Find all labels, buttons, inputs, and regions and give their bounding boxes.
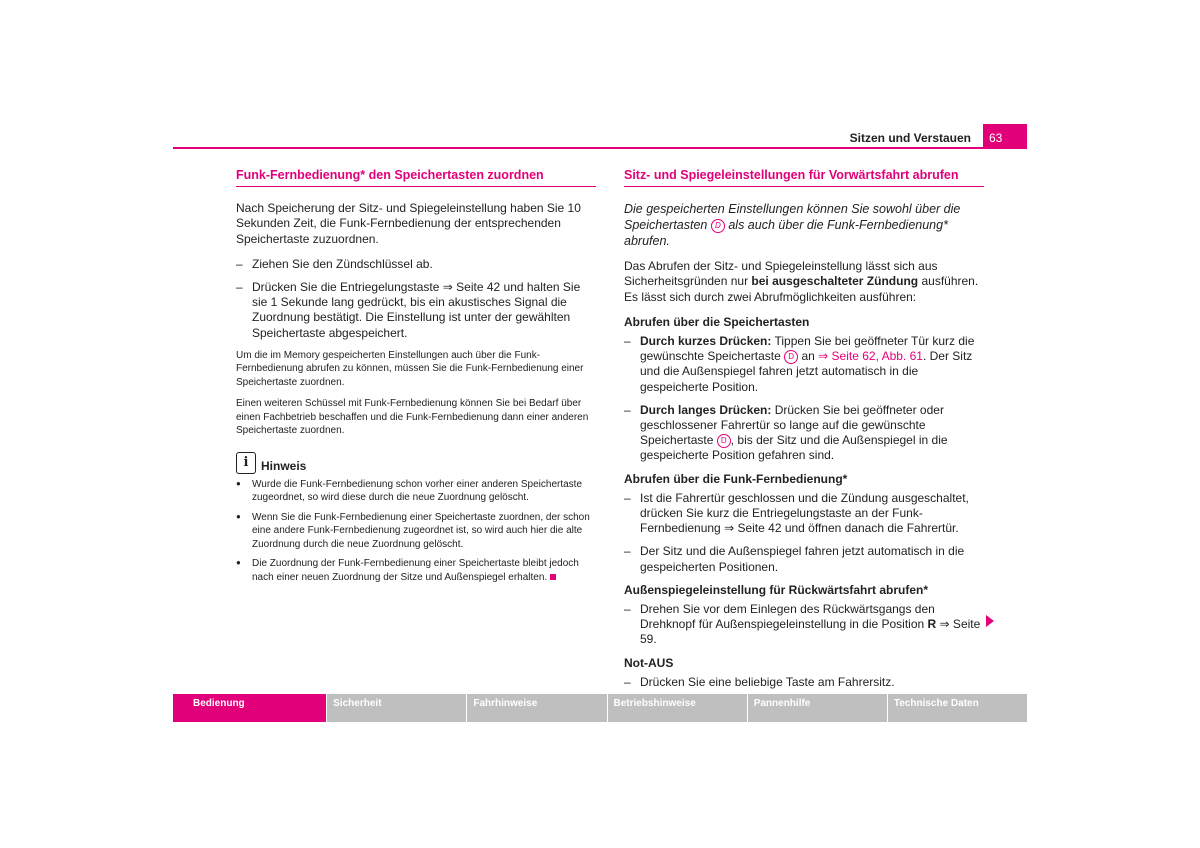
right-intro-a: Die gespeicherten Einstellungen können Sie sowohl über die Speichertasten [624, 202, 961, 233]
reverse-text-b: ⇒ Seite 59. [640, 617, 981, 647]
page-62-link[interactable]: ⇒ Seite 62, Abb. 61 [818, 349, 923, 364]
tab-sicherheit[interactable]: Sicherheit [327, 694, 466, 722]
short-press-text-a: Tippen Sie bei geöffneter Tür kurz die gewünschte Speichertaste [640, 334, 975, 364]
memory-button-d-icon: D [717, 434, 731, 448]
subhead-memory-keys: Abrufen über die Speichertasten [624, 314, 810, 329]
memory-button-d-icon: D [784, 350, 798, 364]
left-intro: Nach Speicherung der Sitz- und Spiegeleinstellung haben Sie 10 Sekunden Zeit, die Funk-Fernbedienung der entsprechenden Speichertaste zuzuordnen. [236, 201, 581, 246]
tab-bedienung[interactable]: Bedienung [173, 694, 326, 722]
reverse-mirror-step [624, 602, 984, 648]
left-step-2: – Drücken Sie die Entriegelungstaste ⇒ Seite 42 und halten Sie sie 1 Sekunde lang gedrückt, bis ein akustisches Signal die Zuordnung bestätigt. Die Einstellung ist unter der gewählten Speichertaste abgespeichert. [236, 280, 596, 341]
long-press-item [624, 403, 984, 464]
right-para-1 [624, 259, 984, 305]
right-para-1-bold: bei ausgeschalteter Zündung [751, 274, 919, 289]
note-bullet-1: ● Wurde die Funk-Fernbedienung schon vorher einer anderen Speichertaste zugeordnet, so wird diese durch die neue Zuordnung gelöscht. [236, 478, 596, 505]
tab-betriebshinweise[interactable]: Betriebshinweise [608, 694, 747, 722]
info-icon: i [236, 452, 256, 474]
remote-step-1: – Ist die Fahrertür geschlossen und die Zündung ausgeschaltet, drücken Sie kurz die Entriegelungstaste an der Funk-Fernbedienung ⇒ Seite 42 und öffnen danach die Fahrertür. [624, 491, 984, 537]
left-column [236, 168, 596, 590]
note-bullet-3 [236, 557, 596, 584]
next-page-arrow-icon[interactable] [986, 615, 994, 627]
note-bullet-3-text: Die Zuordnung der Funk-Fernbedienung einer Speichertaste bleibt jedoch nach einer neuen Zuordnung der Sitze und Außenspiegel erhalten. [252, 558, 579, 583]
chapter-title: Sitzen und Verstauen [849, 131, 971, 145]
subhead-remote: Abrufen über die Funk-Fernbedienung* [624, 471, 848, 486]
tab-technische-daten[interactable]: Technische Daten [888, 694, 1027, 722]
note-header [236, 452, 596, 474]
page-number: 63 [989, 131, 1003, 145]
header-rule [173, 147, 1027, 149]
footer-tabs [173, 694, 1027, 722]
remote-step-2: – Der Sitz und die Außenspiegel fahren jetzt automatisch in die gespeicherten Positionen. [624, 544, 984, 574]
reverse-text-a: Drehen Sie vor dem Einlegen des Rückwärtsgangs den Drehknopf für Außenspiegeleinstellung in die Position [640, 602, 935, 632]
short-press-an: an [801, 349, 815, 364]
subhead-reverse-mirror: Außenspiegeleinstellung für Rückwärtsfahrt abrufen* [624, 582, 929, 597]
right-intro [624, 201, 984, 249]
right-section-title: Sitz- und Spiegeleinstellungen für Vorwärtsfahrt abrufen [624, 168, 984, 187]
end-square-icon [550, 574, 556, 580]
note-bullet-2: ● Wenn Sie die Funk-Fernbedienung einer Speichertaste zuordnen, der schon eine andere Funk-Fernbedienung zugeordnet ist, so wird auch hier die alte Zuordnung durch die neue Zuordnung gelöscht. [236, 511, 596, 552]
right-intro-b: als auch über die Funk-Fernbedienung* abrufen. [624, 218, 948, 249]
long-press-text-b: , bis der Sitz und die Außenspiegel in die gespeicherte Position gefahren sind. [640, 433, 948, 463]
emergency-step: – Drücken Sie eine beliebige Taste am Fahrersitz. [624, 675, 984, 690]
tab-fahrhinweise[interactable]: Fahrhinweise [467, 694, 606, 722]
left-section-title: Funk-Fernbedienung* den Speichertasten zuordnen [236, 168, 596, 187]
tab-pannenhilfe[interactable]: Pannenhilfe [748, 694, 887, 722]
short-press-text-b: . Der Sitz und die Außenspiegel fahren jetzt automatisch in die gespeicherte Position. [640, 349, 973, 394]
right-column [624, 168, 984, 698]
right-para-1-a: Das Abrufen der Sitz- und Spiegeleinstellung lässt sich aus Sicherheitsgründen nur [624, 259, 938, 289]
long-press-label: Durch langes Drücken: [640, 402, 772, 417]
left-step-1: – Ziehen Sie den Zündschlüssel ab. [236, 257, 596, 272]
left-small-text-1: Um die im Memory gespeicherten Einstellungen auch über die Funk-Fernbedienung abrufen zu können, müssen Sie die Funk-Fernbedienung einer Speichertaste zuordnen. [236, 349, 584, 388]
subhead-emergency-stop: Not-AUS [624, 655, 674, 670]
left-small-text-2: Einen weiteren Schüssel mit Funk-Fernbedienung können Sie bei Bedarf über einen Fachbetrieb beschaffen und die Funk-Fernbedienung dann einer anderen Speichertaste zuordnen. [236, 398, 589, 437]
note-title: Hinweis [261, 458, 307, 473]
short-press-item [624, 334, 984, 395]
short-press-label: Durch kurzes Drücken: [640, 334, 772, 349]
long-press-text-a: Drücken Sie bei geöffneter oder geschlossener Fahrertür so lange auf die gewünschte Speichertaste [640, 402, 944, 448]
memory-button-d-icon: D [711, 219, 725, 233]
reverse-position-r: R [927, 617, 937, 632]
right-para-1-b: ausführen. Es lässt sich durch zwei Abrufmöglichkeiten ausführen: [624, 274, 979, 304]
